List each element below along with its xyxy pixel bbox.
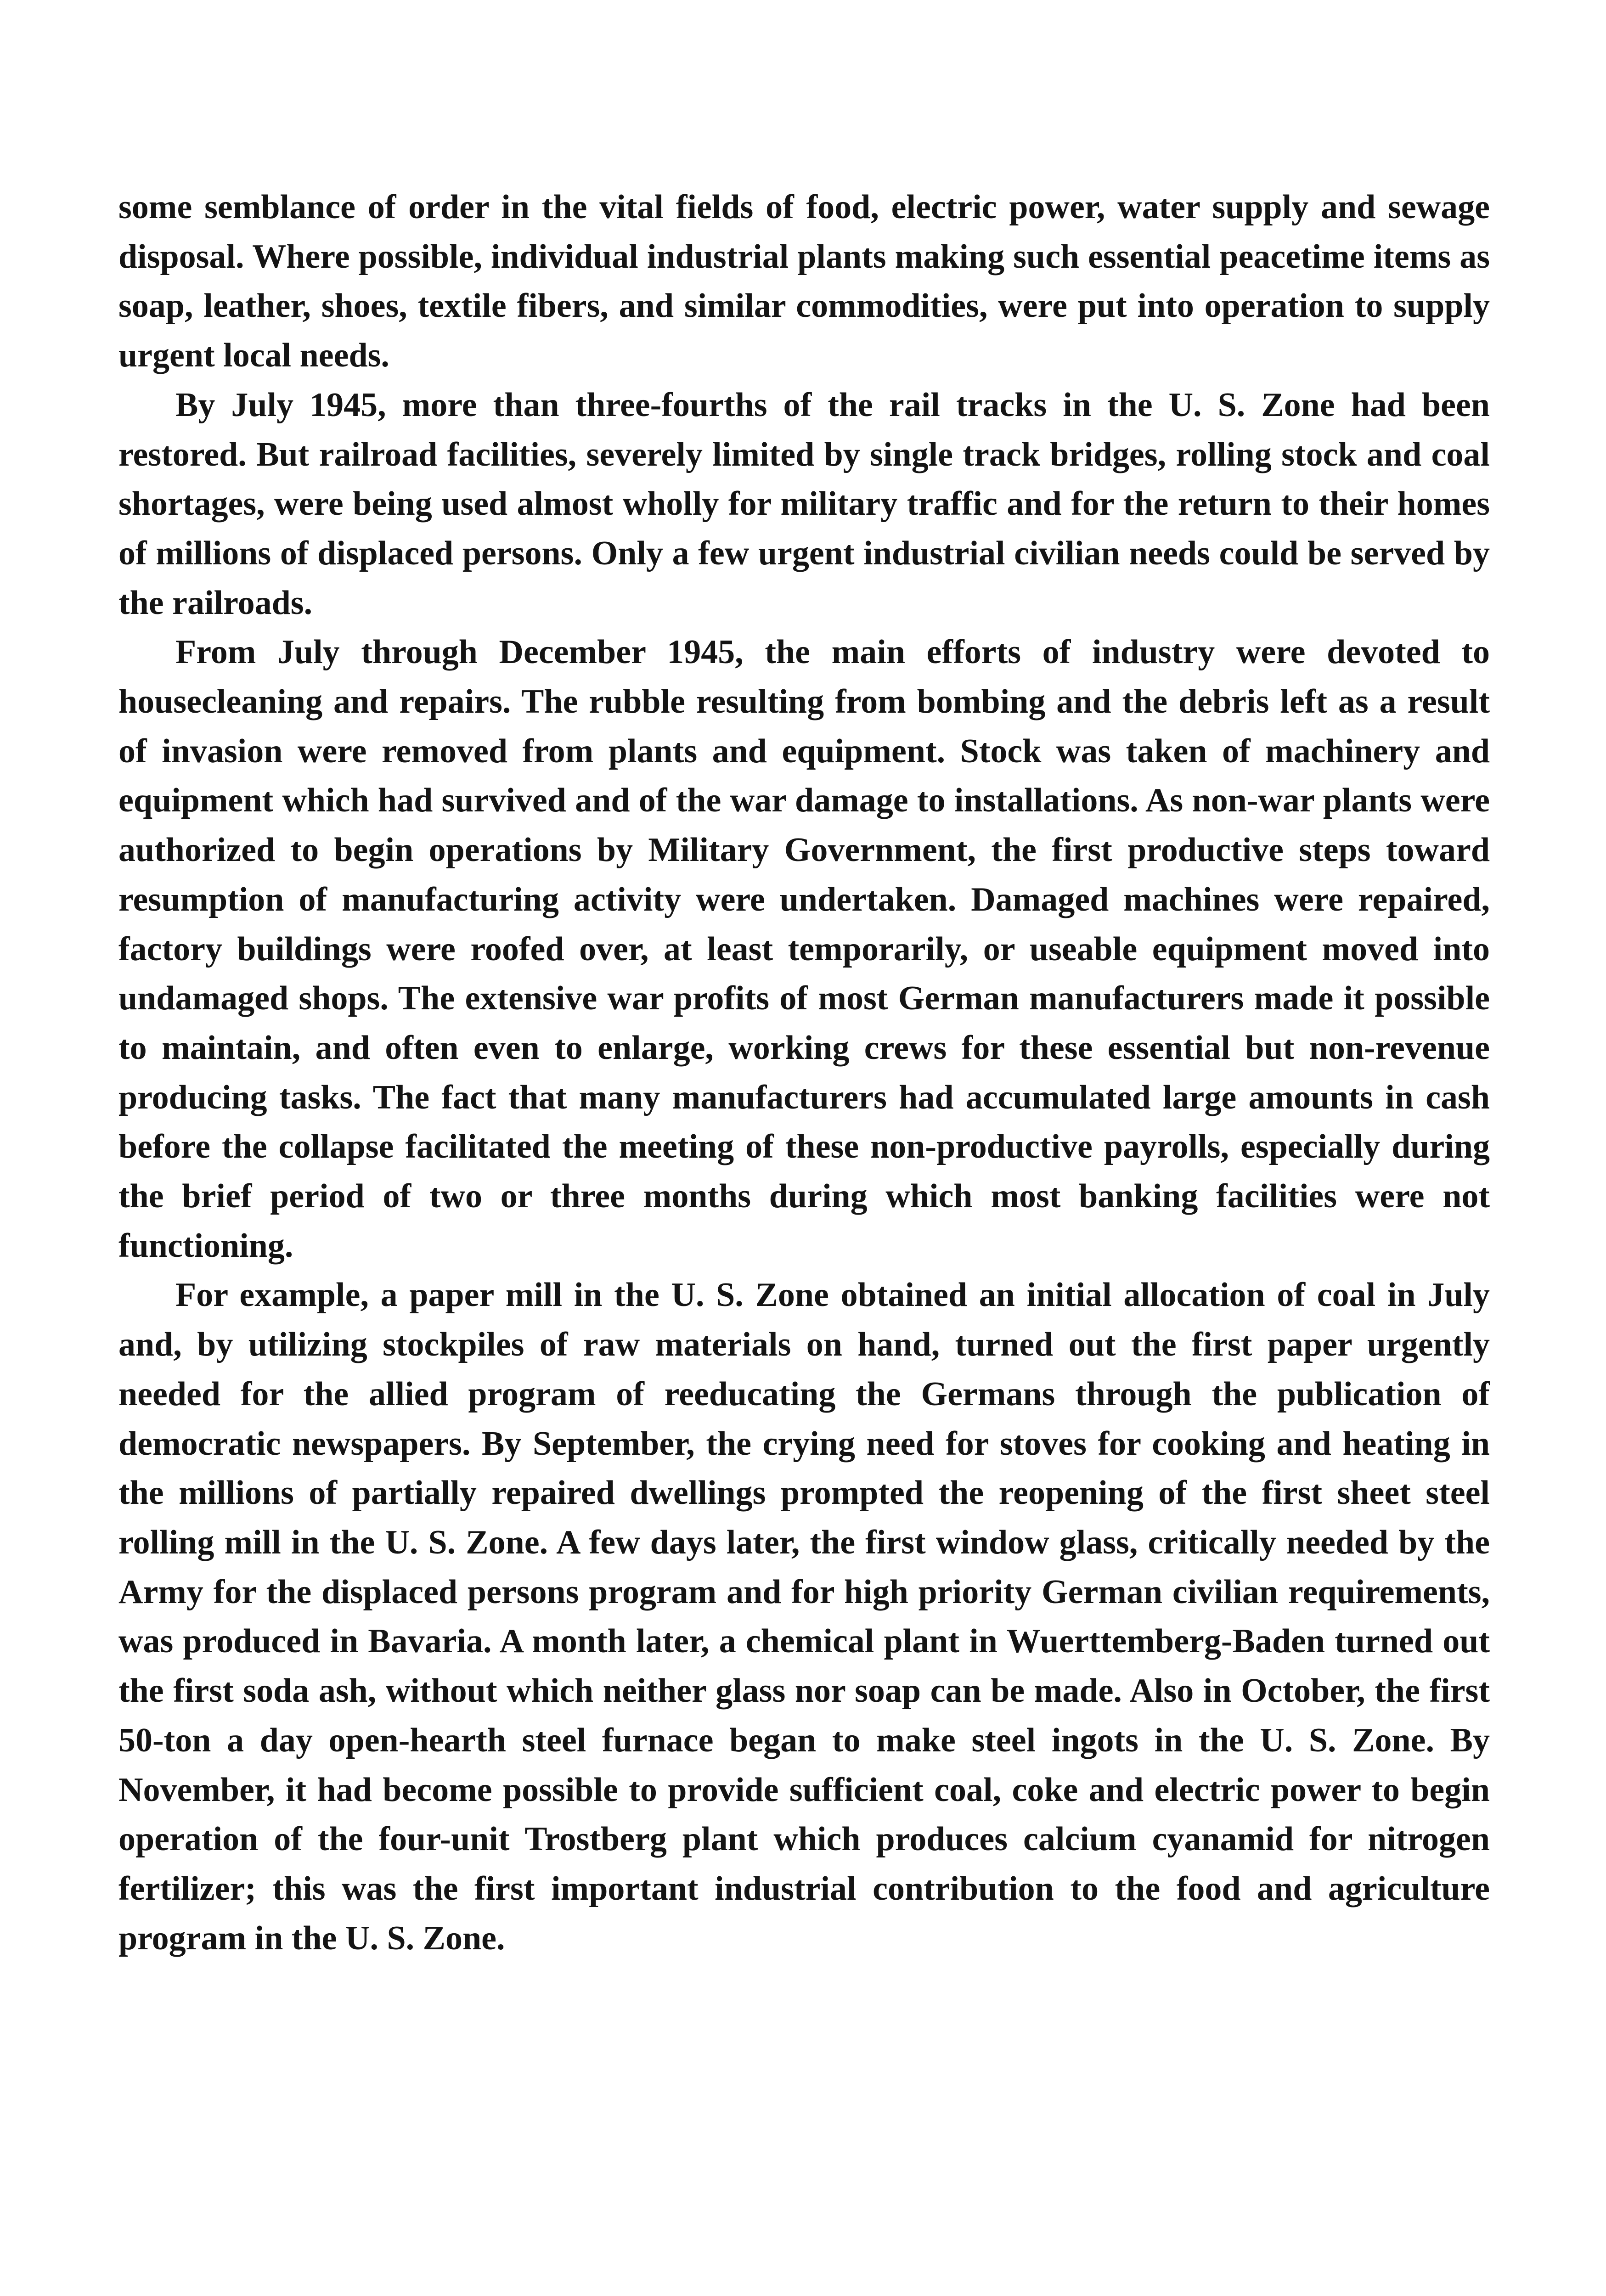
- paragraph-examples: For example, a paper mill in the U. S. Zone obtained an initial allocation of coal in July and, by utilizing stockpiles of raw materials on hand, turned out the first paper urgently needed for the allied program of reeducating the Germans through the publication of democratic newspapers. By September, the crying need for stoves for cooking and heating in the millions of partially repaired dwellings prompted the reopening of the first sheet steel rolling mill in the U. S. Zone. A few days later, the first window glass, critically needed by the Army for the displaced persons program and for high priority German civilian requirements, was produced in Bavaria. A month later, a chemical plant in Wuerttemberg-Baden turned out the first soda ash, without which neither glass nor soap can be made. Also in October, the first 50-ton a day open-hearth steel furnace began to make steel ingots in the U. S. Zone. By November, it had become possible to provide sufficient coal, coke and electric power to begin operation of the four-unit Trostberg plant which produces calcium cyanamid for nitrogen fertilizer; this was the first important industrial contribution to the food and agriculture program in the U. S. Zone.: [118, 1276, 1490, 1957]
- paragraph-housecleaning-repairs: From July through December 1945, the main efforts of industry were devoted to housecleaning and repairs. The rubble resulting from bombing and the debris left as a result of invasion were removed from plants and equipment. Stock was taken of machinery and equipment which had survived and of the war damage to installations. As non-war plants were authorized to begin operations by Military Government, the first productive steps toward resumption of manufacturing activity were undertaken. Damaged machines were repaired, factory buildings were roofed over, at least temporarily, or useable equipment moved into undamaged shops. The extensive war profits of most German manufacturers made it possible to maintain, and often even to enlarge, working crews for these essential but non-revenue producing tasks. The fact that many manufacturers had accumulated large amounts in cash before the collapse facilitated the meeting of these non-productive payrolls, especially during the brief period of two or three months during which most banking facilities were not functioning.: [118, 633, 1490, 1265]
- body-text: [118, 183, 1490, 1963]
- paragraph-continuation: some semblance of order in the vital fields of food, electric power, water supply and sewage disposal. Where possible, individual industrial plants making such essential peacetime items as soap, leather, shoes, textile fibers, and similar commodities, were put into operation to supply urgent local needs.: [118, 188, 1490, 375]
- paragraph-rail-tracks: By July 1945, more than three-fourths of the rail tracks in the U. S. Zone had been restored. But railroad facilities, severely limited by single track bridges, rolling stock and coal shortages, were being used almost wholly for military traffic and for the return to their homes of millions of displaced persons. Only a few urgent industrial civilian needs could be served by the railroads.: [118, 386, 1490, 622]
